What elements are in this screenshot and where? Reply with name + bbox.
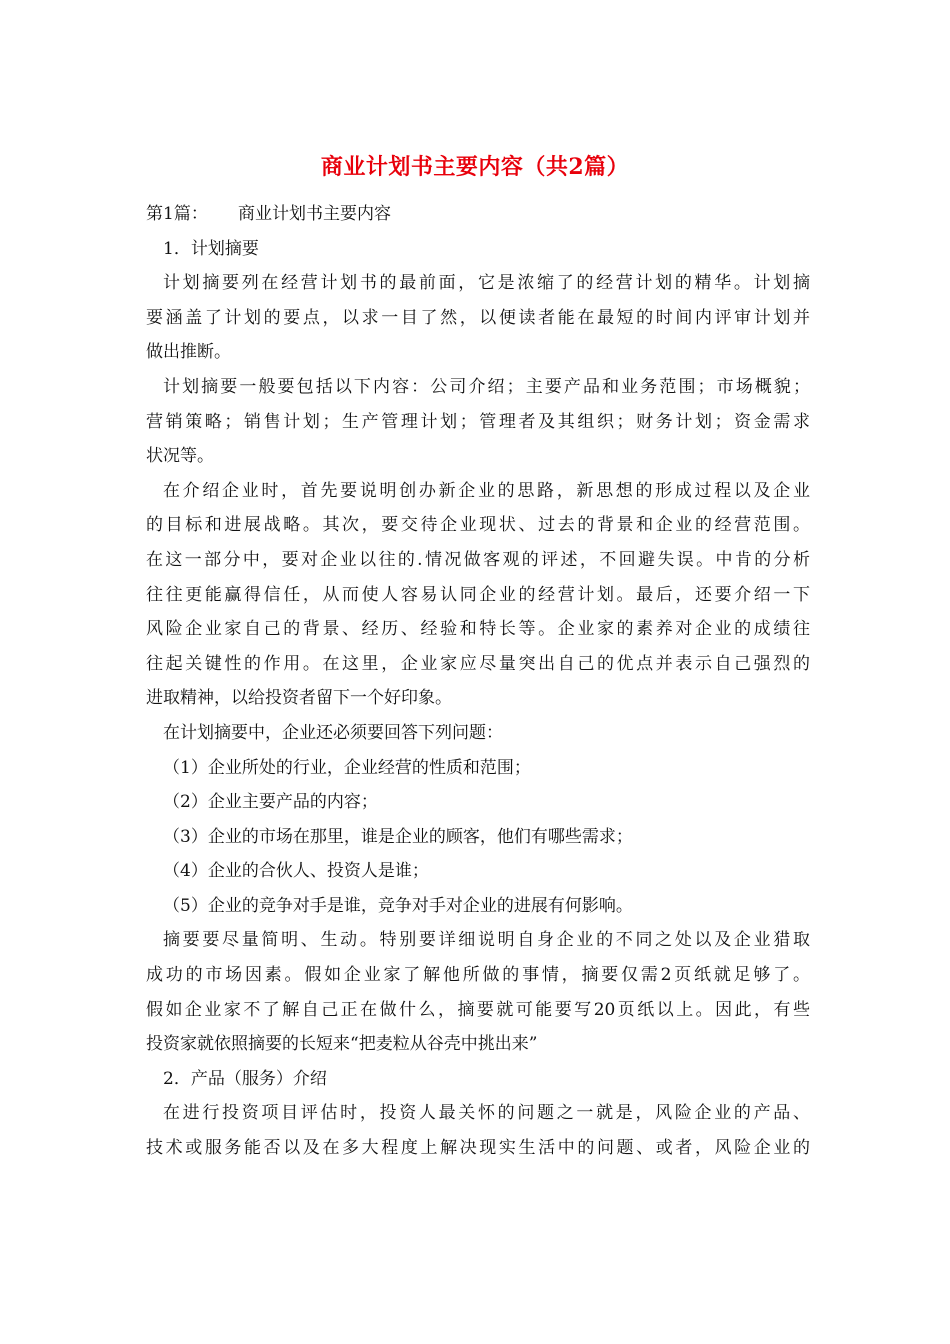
text-line: 在介绍企业时，首先要说明创办新企业的思路，新思想的形成过程以及企业: [163, 480, 810, 501]
text-line: 1．计划摘要: [163, 238, 259, 259]
text-line: 的目标和进展战略。其次，要交待企业现状、过去的背景和企业的经营范围。: [146, 515, 810, 536]
text-line: 营销策略；销售计划；生产管理计划；管理者及其组织；财务计划；资金需求: [146, 411, 810, 432]
chapter-heading: [146, 197, 810, 232]
text-line: 要涵盖了计划的要点，以求一目了然，以便读者能在最短的时间内评审计划并: [146, 307, 810, 328]
list-item: （4）企业的合伙人、投资人是谁；: [163, 861, 429, 882]
text-line: 摘要要尽量简明、生动。特别要详细说明自身企业的不同之处以及企业猎取: [163, 930, 810, 951]
text-line: 往往更能赢得信任，从而使人容易认同企业的经营计划。最后，还要介绍一下: [146, 584, 810, 605]
list-item: （5）企业的竞争对手是谁，竞争对手对企业的进展有何影响。: [163, 895, 633, 916]
text-line: 在进行投资项目评估时，投资人最关怀的问题之一就是，风险企业的产品、: [163, 1103, 810, 1124]
document-title: 商业计划书主要内容（共2篇）: [320, 154, 630, 180]
text-line: 在计划摘要中，企业还必须要回答下列问题：: [163, 722, 503, 743]
text-line: 做出推断。: [146, 342, 231, 363]
text-line: 成功的市场因素。假如企业家了解他所做的事情，摘要仅需2页纸就足够了。: [146, 965, 810, 986]
chapter-label: 第1篇：: [146, 204, 208, 224]
section-heading: 2．产品（服务）介绍: [163, 1068, 327, 1089]
list-item: （1）企业所处的行业，企业经营的性质和范围；: [163, 757, 531, 778]
text-line: 状况等。: [146, 446, 214, 467]
text-line: 进取精神，以给投资者留下一个好印象。: [146, 688, 452, 709]
text-line: 在这一部分中，要对企业以往的.情况做客观的评述，不回避失误。中肯的分析: [146, 549, 810, 570]
chapter-title: 商业计划书主要内容: [238, 204, 391, 224]
document-body: [146, 197, 810, 1166]
text-line: 往起关键性的作用。在这里，企业家应尽量突出自己的优点并表示自己强烈的: [146, 653, 810, 674]
text-line: 假如企业家不了解自己正在做什么，摘要就可能要写20页纸以上。因此，有些: [146, 999, 810, 1020]
text-line: 计划摘要列在经营计划书的最前面，它是浓缩了的经营计划的精华。计划摘: [163, 273, 810, 294]
text-line: 风险企业家自己的背景、经历、经验和特长等。企业家的素养对企业的成绩往: [146, 619, 810, 640]
text-line: 投资家就依照摘要的长短来“把麦粒从谷壳中挑出来”: [146, 1034, 538, 1055]
text-line: 计划摘要一般要包括以下内容：公司介绍；主要产品和业务范围；市场概貌；: [163, 376, 810, 397]
text-line: 技术或服务能否以及在多大程度上解决现实生活中的问题、或者，风险企业的: [146, 1138, 810, 1159]
list-item: （2）企业主要产品的内容；: [163, 792, 378, 813]
list-item: （3）企业的市场在那里，谁是企业的顾客，他们有哪些需求；: [163, 826, 633, 847]
